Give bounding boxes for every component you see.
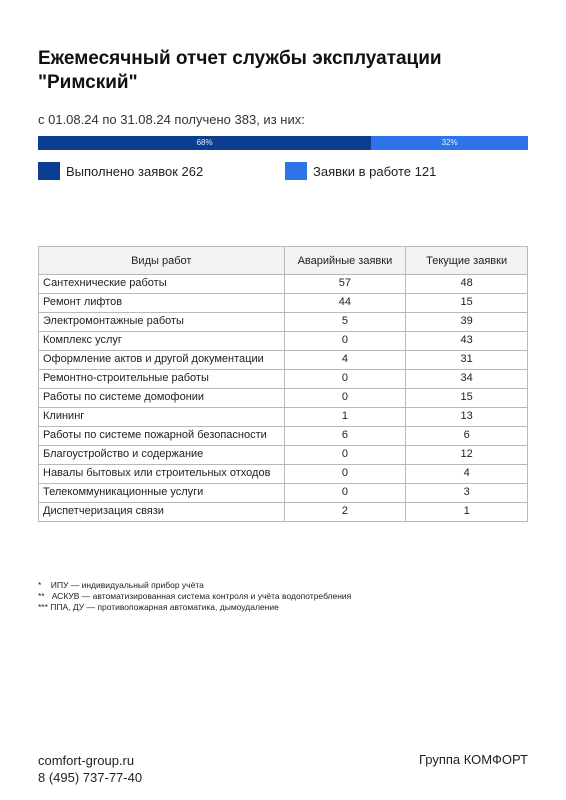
current-cell: 15 xyxy=(406,389,528,408)
emergency-cell: 0 xyxy=(284,370,406,389)
current-cell: 43 xyxy=(406,332,528,351)
footer-site: comfort-group.ru xyxy=(38,753,135,768)
work-type-cell: Сантехнические работы xyxy=(39,275,285,294)
legend-done-label: Выполнено заявок 262 xyxy=(66,163,204,179)
footer-contacts xyxy=(38,752,142,786)
current-cell: 3 xyxy=(406,484,528,503)
emergency-cell: 1 xyxy=(284,408,406,427)
emergency-cell: 0 xyxy=(284,484,406,503)
emergency-cell: 2 xyxy=(284,503,406,522)
emergency-cell: 5 xyxy=(284,313,406,332)
current-cell: 13 xyxy=(406,408,528,427)
footnotes xyxy=(38,580,351,613)
work-type-cell: Диспетчеризация связи xyxy=(39,503,285,522)
progress-work-segment: 32% xyxy=(371,136,528,150)
legend-work-label: Заявки в работе 121 xyxy=(313,163,437,179)
progress-bar xyxy=(38,136,528,150)
legend-work-swatch xyxy=(285,162,307,180)
current-cell: 31 xyxy=(406,351,528,370)
emergency-cell: 0 xyxy=(284,332,406,351)
table-row xyxy=(39,294,528,313)
footnote-ipu: * ИПУ — индивидуальный прибор учёта xyxy=(38,580,204,590)
current-cell: 48 xyxy=(406,275,528,294)
works-table xyxy=(38,246,528,522)
current-cell: 4 xyxy=(406,465,528,484)
footnote-ppa: *** ППА, ДУ — противопожарная автоматика, дымоудаление xyxy=(38,602,279,612)
emergency-cell: 6 xyxy=(284,427,406,446)
current-cell: 15 xyxy=(406,294,528,313)
header-current: Текущие заявки xyxy=(406,247,528,275)
table-row xyxy=(39,446,528,465)
legend-work xyxy=(285,161,436,181)
legend-done-swatch xyxy=(38,162,60,180)
work-type-cell: Оформление актов и другой документации xyxy=(39,351,285,370)
current-cell: 34 xyxy=(406,370,528,389)
work-type-cell: Работы по системе пожарной безопасности xyxy=(39,427,285,446)
current-cell: 39 xyxy=(406,313,528,332)
emergency-cell: 0 xyxy=(284,446,406,465)
table-row xyxy=(39,370,528,389)
table-row xyxy=(39,503,528,522)
legend-done xyxy=(38,161,203,181)
table-row xyxy=(39,389,528,408)
footnote-askuv: ** АСКУВ — автоматизированная система контроля и учёта водопотребления xyxy=(38,591,352,601)
header-work-type: Виды работ xyxy=(39,247,285,275)
table-row xyxy=(39,465,528,484)
progress-done-segment: 68% xyxy=(38,136,371,150)
current-cell: 1 xyxy=(406,503,528,522)
header-emergency: Аварийные заявки xyxy=(284,247,406,275)
work-type-cell: Благоустройство и содержание xyxy=(39,446,285,465)
work-type-cell: Работы по системе домофонии xyxy=(39,389,285,408)
emergency-cell: 4 xyxy=(284,351,406,370)
emergency-cell: 0 xyxy=(284,389,406,408)
current-cell: 12 xyxy=(406,446,528,465)
work-type-cell: Клининг xyxy=(39,408,285,427)
footer-company: Группа КОМФОРТ xyxy=(418,752,528,767)
table-row xyxy=(39,408,528,427)
table-row xyxy=(39,351,528,370)
report-title: Ежемесячный отчет службы эксплуатации "Римский" xyxy=(38,48,442,93)
work-type-cell: Навалы бытовых или строительных отходов xyxy=(39,465,285,484)
footer-phone: 8 (495) 737-77-40 xyxy=(38,770,143,785)
work-type-cell: Ремонтно-строительные работы xyxy=(39,370,285,389)
table-row xyxy=(39,332,528,351)
table-header-row xyxy=(39,247,528,275)
emergency-cell: 57 xyxy=(284,275,406,294)
emergency-cell: 44 xyxy=(284,294,406,313)
report-period: с 01.08.24 по 31.08.24 получено 383, из них: xyxy=(38,112,305,127)
current-cell: 6 xyxy=(406,427,528,446)
emergency-cell: 0 xyxy=(284,465,406,484)
table-row xyxy=(39,484,528,503)
work-type-cell: Ремонт лифтов xyxy=(39,294,285,313)
table-row xyxy=(39,427,528,446)
work-type-cell: Электромонтажные работы xyxy=(39,313,285,332)
table-row xyxy=(39,275,528,294)
table-row xyxy=(39,313,528,332)
work-type-cell: Комплекс услуг xyxy=(39,332,285,351)
work-type-cell: Телекоммуникационные услуги xyxy=(39,484,285,503)
